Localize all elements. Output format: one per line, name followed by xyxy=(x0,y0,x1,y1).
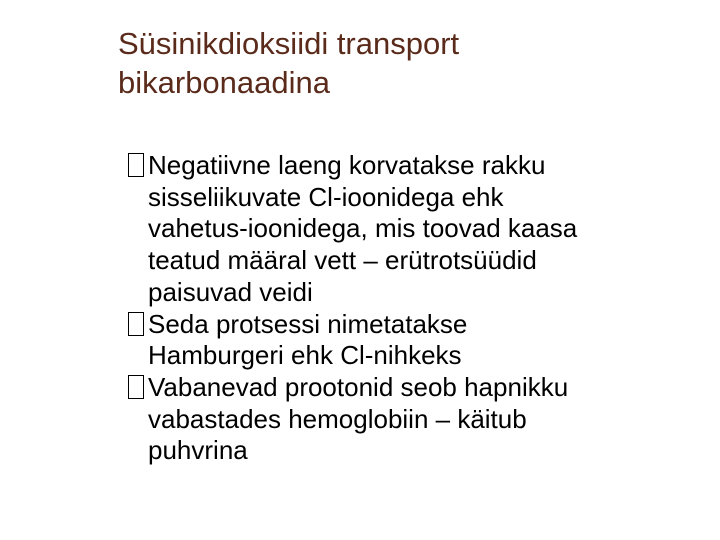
bullet-1-line-1: Negatiivne laeng korvatakse rakku xyxy=(148,150,546,180)
missing-glyph-box-icon xyxy=(128,312,144,336)
slide-title-line-1: Süsinikdioksiidi transport xyxy=(118,26,460,61)
bullet-1-line-2: sisseliikuvate Cl-ioonidega ehk xyxy=(148,181,504,212)
bullet-item-2 xyxy=(128,309,688,372)
bullet-3-line-3: puhvrina xyxy=(148,435,248,466)
bullet-1-line-4: teatud määral vett – erütrotsüüdid xyxy=(148,245,537,276)
missing-glyph-box-icon xyxy=(128,153,144,177)
bullet-item-1 xyxy=(128,150,688,309)
bullet-item-3 xyxy=(128,372,688,467)
bullet-1-line-5: paisuvad veidi xyxy=(148,276,313,307)
bullet-list xyxy=(128,150,688,467)
slide-title-line-2: bikarbonaadina xyxy=(118,65,331,100)
missing-glyph-box-icon xyxy=(128,375,144,399)
bullet-1-line-3: vahetus-ioonidega, mis toovad kaasa xyxy=(148,213,578,244)
bullet-3-line-2: vabastades hemoglobiin – käitub xyxy=(148,403,527,434)
bullet-3-line-1: Vabanevad prootonid seob hapnikku xyxy=(148,371,569,402)
bullet-2-line-1: Seda protsessi nimetatakse xyxy=(148,308,468,339)
bullet-2-line-2: Hamburgeri ehk Cl-nihkeks xyxy=(148,340,462,371)
slide-title xyxy=(118,24,678,102)
